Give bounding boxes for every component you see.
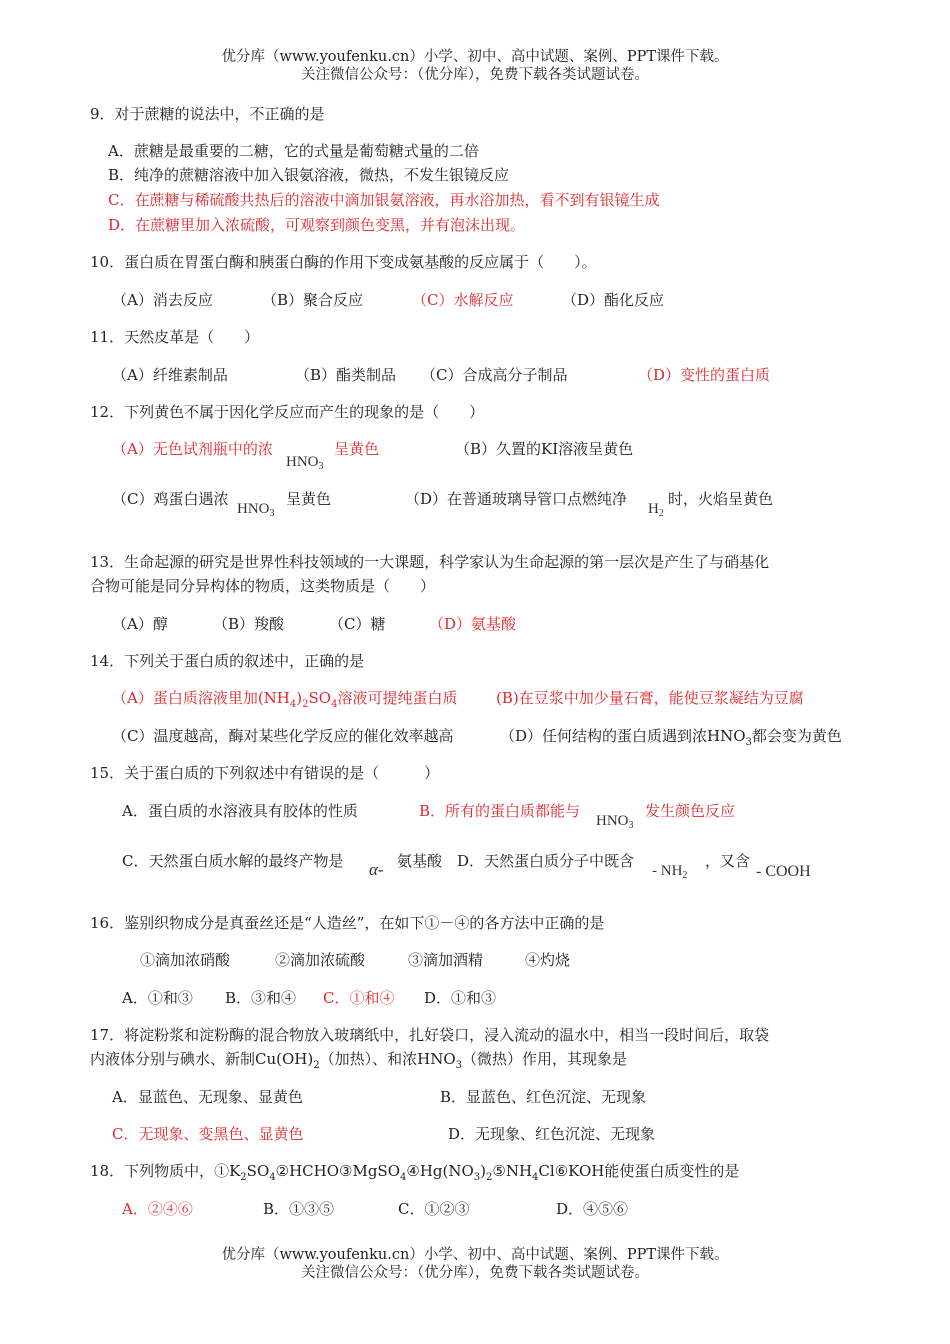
q11-option-b: （B）酯类制品 [295,366,397,384]
page-header-line2: 关注微信公众号：（优分库），免费下载各类试题试卷。 [301,67,649,83]
q14-option-a: （A）蛋白质溶液里加$(NH_4)_2SO_4$溶液可提纯蛋白质 [112,689,458,710]
q16-method-1: ①滴加浓硝酸 [140,951,231,969]
q18-stem: 18．下列物质中，$①K_2SO_4②HCHO③MgSO_4④Hg(NO_3)_2⑤NH_4Cl⑥KOH$能使蛋白质变性的是 [90,1162,740,1183]
q10-option-d: （D）酯化反应 [562,291,665,309]
q16-option-a: A．①和③ [122,989,193,1007]
q10-option-a: （A）消去反应 [112,291,213,309]
q12-option-d-text: （D）在普通玻璃导管口点燃纯净 [405,490,628,508]
q9-option-b: B．纯净的蔗糖溶液中加入银氨溶液，微热，不发生银镜反应 [108,166,510,184]
q16-option-c: C．①和④ [323,989,395,1007]
q12-option-a-end: 呈黄色 [334,440,380,458]
q15-option-d-formula1: - $NH_2$ [652,863,688,881]
q18-option-c: C．①②③ [398,1200,470,1218]
q15-option-b-text: B．所有的蛋白质都能与 [419,802,581,820]
q16-stem: 16．鉴别织物成分是真蚕丝还是“人造丝”，在如下①－④的各方法中正确的是 [90,914,605,932]
q13-option-d: （D）氨基酸 [429,615,517,633]
q17-option-c: C．无现象、变黑色、显黄色 [112,1125,304,1143]
q10-stem: 10．蛋白质在胃蛋白酶和胰蛋白酶的作用下变成氨基酸的反应属于（ ）。 [90,253,597,271]
q11-option-c: （C）合成高分子制品 [421,366,568,384]
q17-option-b: B．显蓝色、红色沉淀、无现象 [440,1088,647,1106]
q12-option-c-end: 呈黄色 [286,490,332,508]
q16-option-d: D．①和③ [424,989,497,1007]
q14-option-d: （D）任何结构的蛋白质遇到浓$HNO_3$都会变为黄色 [500,727,842,748]
q12-option-c-formula: $HNO_3$ [237,501,275,519]
q12-stem: 12．下列黄色不属于因化学反应而产生的现象的是（ ） [90,403,485,421]
q18-option-d: D．④⑤⑥ [556,1200,629,1218]
q16-method-2: ②滴加浓硫酸 [275,951,366,969]
q15-option-a: A．蛋白质的水溶液具有胶体的性质 [122,802,358,820]
q14-stem: 14．下列关于蛋白质的叙述中，正确的是 [90,652,365,670]
q15-option-d-text: D．天然蛋白质分子中既含 [457,852,635,870]
q16-method-4: ④灼烧 [525,951,571,969]
q15-option-c-end: 氨基酸 [397,852,443,870]
q15-option-c-formula: α- [369,860,384,879]
q12-option-b: （B）久置的KI溶液呈黄色 [455,440,634,458]
q16-method-3: ③滴加酒精 [408,951,484,969]
q13-stem-line1: 13．生命起源的研究是世界性科技领域的一大课题，科学家认为生命起源的第一层次是产生了与硝基化 [90,553,770,571]
q12-option-d-formula: $H_2$ [648,501,664,519]
q15-option-b-end: 发生颜色反应 [645,802,736,820]
q12-option-c-text: （C）鸡蛋白遇浓 [112,490,229,508]
q17-stem-line2: 内液体分别与碘水、新制$Cu(OH)_2$（加热）、和浓$HNO_3$（微热）作用，其现象是 [90,1050,628,1071]
q18-option-b: B．①③⑤ [263,1200,335,1218]
q16-option-b: B．③和④ [225,989,297,1007]
page-footer-line1: 优分库（www.youfenku.cn）小学、初中、高中试题、案例、PPT课件下载。 [221,1247,729,1263]
q17-option-d: D．无现象、红色沉淀、无现象 [448,1125,656,1143]
q12-option-a-text: （A）无色试剂瓶中的浓 [112,440,273,458]
q9-option-c: C．在蔗糖与稀硫酸共热后的溶液中滴加银氨溶液，再水浴加热，看不到有银镜生成 [108,191,660,209]
q11-option-d: （D）变性的蛋白质 [638,366,771,384]
q14-option-c: （C）温度越高，酶对某些化学反应的催化效率越高 [112,727,454,745]
q11-stem: 11．天然皮革是（ ） [90,328,260,346]
q10-option-c: （C）水解反应 [412,291,514,309]
page-footer-line2: 关注微信公众号：（优分库），免费下载各类试题试卷。 [301,1265,649,1281]
q11-option-a: （A）纤维素制品 [112,366,228,384]
q15-option-b-formula: $HNO_3$ [596,813,634,831]
q10-option-b: （B）聚合反应 [262,291,364,309]
q13-option-b: （B）羧酸 [213,615,285,633]
q15-stem: 15．关于蛋白质的下列叙述中有错误的是（ ） [90,764,440,782]
q17-stem-line1: 17．将淀粉浆和淀粉酶的混合物放入玻璃纸中，扎好袋口，浸入流动的温水中，相当一段时间后，取袋 [90,1026,770,1044]
q13-option-a: （A）醇 [112,615,168,633]
q9-option-d: D．在蔗糖里加入浓硫酸，可观察到颜色变黑，并有泡沫出现。 [108,216,526,234]
q9-stem: 9．对于蔗糖的说法中，不正确的是 [90,105,325,123]
q17-option-a: A．显蓝色、无现象、显黄色 [112,1088,303,1106]
page-header-line1: 优分库（www.youfenku.cn）小学、初中、高中试题、案例、PPT课件下载。 [221,49,729,65]
q9-option-a: A．蔗糖是最重要的二糖，它的式量是葡萄糖式量的二倍 [108,142,479,160]
q15-option-c-text: C．天然蛋白质水解的最终产物是 [122,852,344,870]
q12-option-a-formula: $HNO_3$ [286,454,324,472]
q18-option-a: A．②④⑥ [122,1200,193,1218]
q14-option-b: (B)在豆浆中加少量石膏，能使豆浆凝结为豆腐 [496,689,804,707]
q12-option-d-end: 时，火焰呈黄色 [668,490,774,508]
q13-stem-line2: 合物可能是同分异构体的物质，这类物质是（ ） [90,577,436,595]
q15-option-d-formula2: - COOH [756,863,811,880]
q15-option-d-middle: ，又含 [705,852,751,870]
q13-option-c: （C）糖 [329,615,386,633]
